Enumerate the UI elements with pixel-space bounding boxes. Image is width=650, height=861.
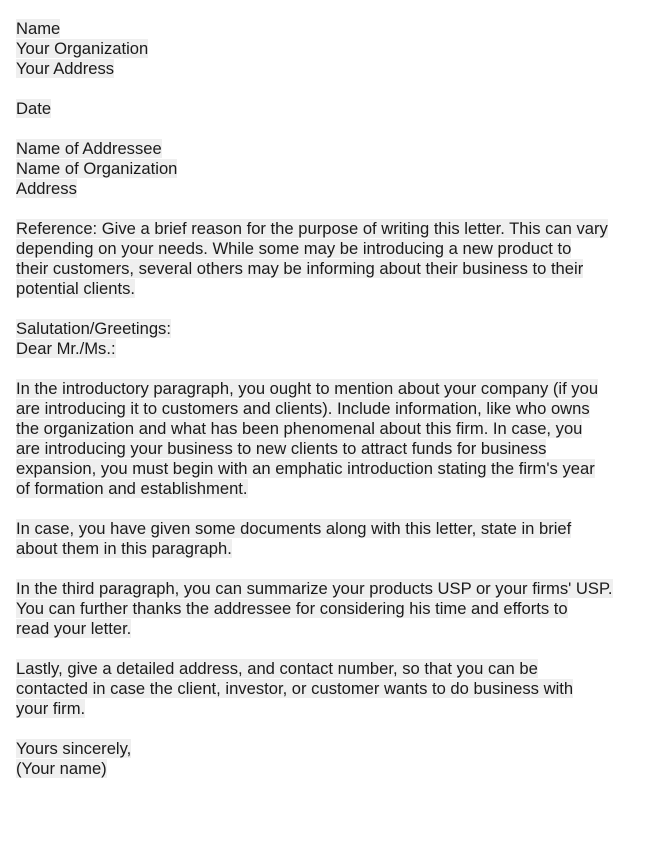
- paragraph-line: Lastly, give a detailed address, and contact number, so that you can be: [16, 659, 538, 678]
- paragraph-line: about them in this paragraph.: [16, 539, 232, 558]
- letter-template: [16, 19, 641, 799]
- paragraph-line: In the third paragraph, you can summarize your products USP or your firms' USP.: [16, 579, 613, 598]
- paragraph-line: read your letter.: [16, 619, 132, 638]
- sender-organization: Your Organization: [16, 39, 149, 58]
- paragraph-line: In case, you have given some documents along with this letter, state in brief: [16, 519, 572, 538]
- reference-line: Reference: Give a brief reason for the purpose of writing this letter. This can vary: [16, 219, 608, 238]
- signature-placeholder: (Your name): [16, 759, 107, 778]
- documents-paragraph: [16, 519, 641, 559]
- salutation-block: [16, 319, 641, 359]
- paragraph-line: In the introductory paragraph, you ought to mention about your company (if you: [16, 379, 599, 398]
- letter-date: Date: [16, 99, 52, 118]
- recipient-block: [16, 139, 641, 199]
- salutation-label: Salutation/Greetings:: [16, 319, 171, 338]
- recipient-organization: Name of Organization: [16, 159, 178, 178]
- reference-line: potential clients.: [16, 279, 135, 298]
- paragraph-line: expansion, you must begin with an emphatic introduction stating the firm's year: [16, 459, 595, 478]
- usp-paragraph: [16, 579, 641, 639]
- paragraph-line: are introducing your business to new clients to attract funds for business: [16, 439, 547, 458]
- paragraph-line: of formation and establishment.: [16, 479, 248, 498]
- recipient-address: Address: [16, 179, 77, 198]
- reference-line: their customers, several others may be informing about their business to their: [16, 259, 584, 278]
- intro-paragraph: [16, 379, 641, 499]
- closing-block: [16, 739, 641, 779]
- salutation-greeting: Dear Mr./Ms.:: [16, 339, 116, 358]
- sender-name: Name: [16, 19, 61, 38]
- paragraph-line: your firm.: [16, 699, 86, 718]
- sender-block: [16, 19, 641, 79]
- paragraph-line: contacted in case the client, investor, or customer wants to do business with: [16, 679, 574, 698]
- contact-paragraph: [16, 659, 641, 719]
- date-block: [16, 99, 641, 119]
- valediction: Yours sincerely,: [16, 739, 132, 758]
- sender-address: Your Address: [16, 59, 115, 78]
- paragraph-line: are introducing it to customers and clients). Include information, like who owns: [16, 399, 590, 418]
- reference-paragraph: [16, 219, 641, 299]
- recipient-name: Name of Addressee: [16, 139, 162, 158]
- paragraph-line: the organization and what has been phenomenal about this firm. In case, you: [16, 419, 583, 438]
- paragraph-line: You can further thanks the addressee for considering his time and efforts to: [16, 599, 568, 618]
- reference-line: depending on your needs. While some may be introducing a new product to: [16, 239, 572, 258]
